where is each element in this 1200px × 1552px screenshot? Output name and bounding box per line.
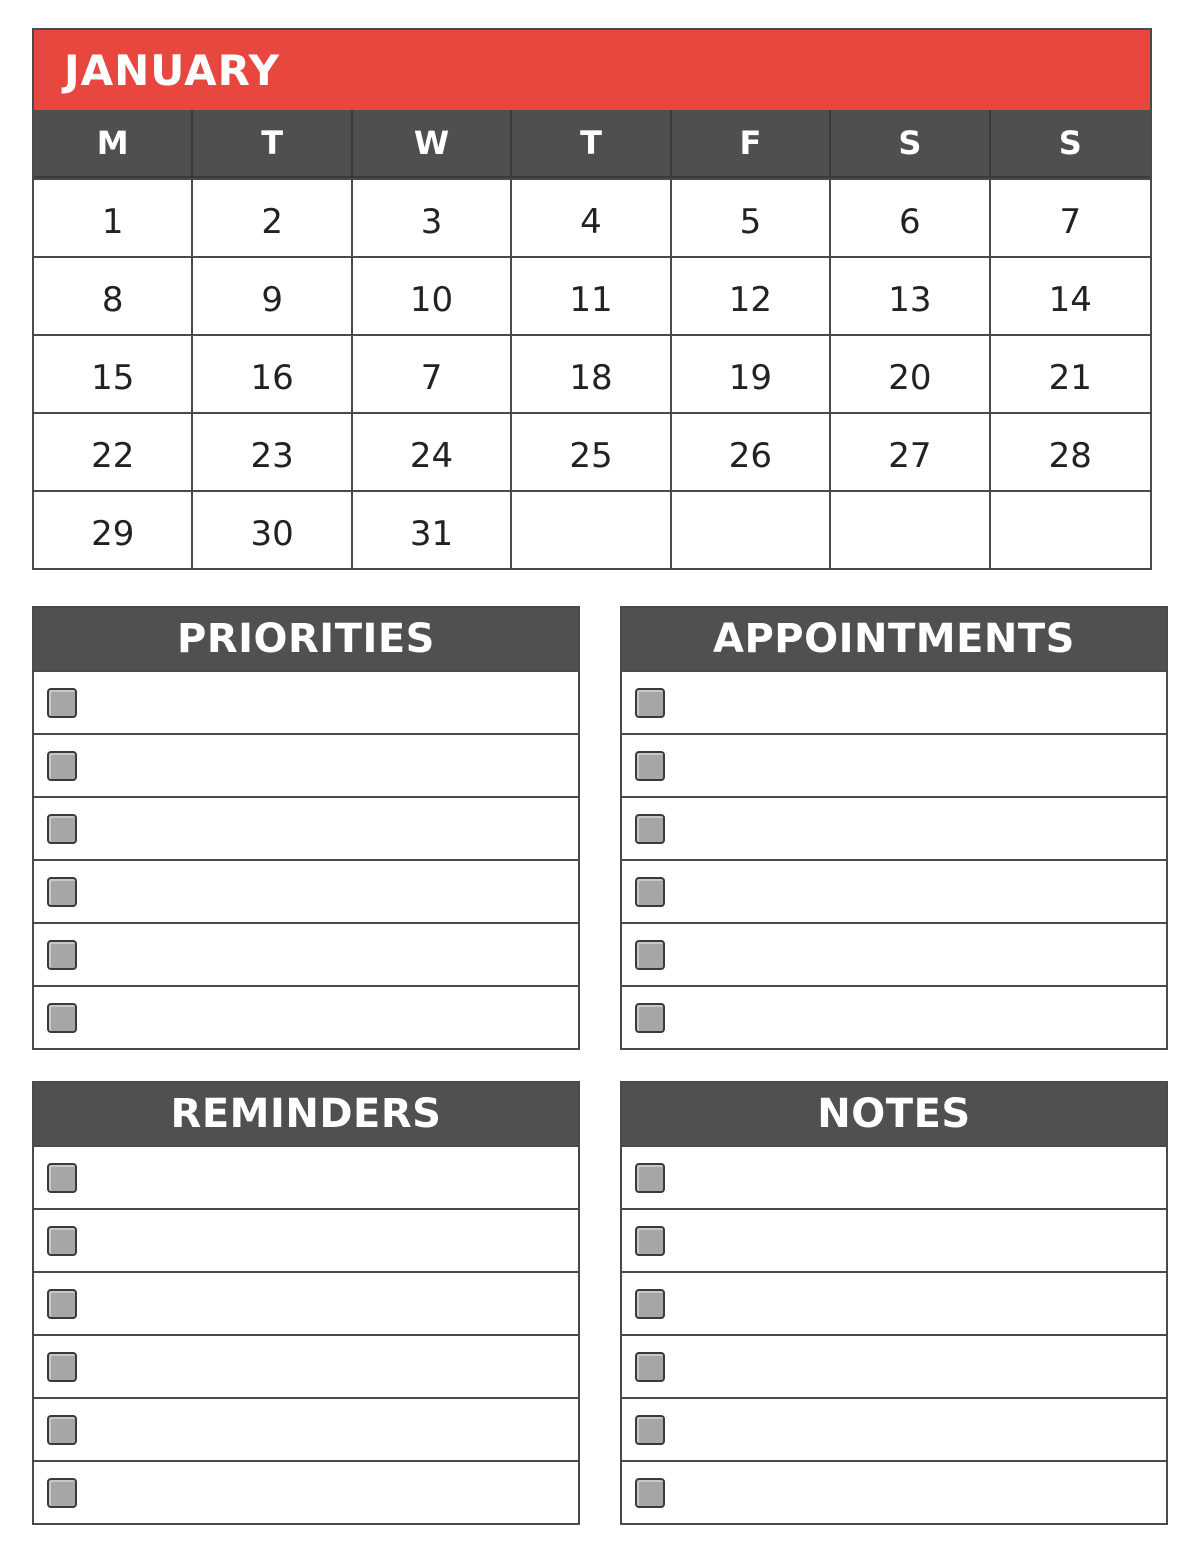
weekday-label: S bbox=[991, 110, 1150, 178]
day-cell: 19 bbox=[672, 334, 831, 412]
weekday-label: T bbox=[193, 110, 352, 178]
checkbox-icon[interactable] bbox=[635, 1003, 665, 1033]
day-cell: 4 bbox=[512, 178, 671, 256]
month-calendar bbox=[32, 28, 1152, 570]
checkbox-icon[interactable] bbox=[635, 1163, 665, 1193]
checkbox-icon[interactable] bbox=[47, 1163, 77, 1193]
notes-row[interactable] bbox=[622, 1397, 1166, 1460]
reminders-row[interactable] bbox=[34, 1145, 578, 1208]
checkbox-icon[interactable] bbox=[47, 1415, 77, 1445]
day-cell: 5 bbox=[672, 178, 831, 256]
notes-title: NOTES bbox=[622, 1083, 1166, 1145]
weekday-label: W bbox=[353, 110, 512, 178]
empty-day-cell bbox=[672, 490, 831, 568]
day-cell: 20 bbox=[831, 334, 990, 412]
checkbox-icon[interactable] bbox=[47, 877, 77, 907]
checkbox-icon[interactable] bbox=[47, 1289, 77, 1319]
reminders-row[interactable] bbox=[34, 1334, 578, 1397]
day-cell: 28 bbox=[991, 412, 1150, 490]
weekday-label: M bbox=[34, 110, 193, 178]
checkbox-icon[interactable] bbox=[635, 1352, 665, 1382]
notes-panel bbox=[620, 1081, 1168, 1525]
checkbox-icon[interactable] bbox=[635, 877, 665, 907]
appointments-row[interactable] bbox=[622, 733, 1166, 796]
priorities-row[interactable] bbox=[34, 922, 578, 985]
checkbox-icon[interactable] bbox=[635, 1415, 665, 1445]
days-grid bbox=[34, 178, 1150, 568]
empty-day-cell bbox=[512, 490, 671, 568]
day-cell: 15 bbox=[34, 334, 193, 412]
appointments-row[interactable] bbox=[622, 985, 1166, 1048]
appointments-row[interactable] bbox=[622, 859, 1166, 922]
checkbox-icon[interactable] bbox=[47, 814, 77, 844]
reminders-title: REMINDERS bbox=[34, 1083, 578, 1145]
month-header bbox=[34, 30, 1150, 110]
reminders-list bbox=[34, 1145, 578, 1523]
day-cell: 23 bbox=[193, 412, 352, 490]
notes-row[interactable] bbox=[622, 1460, 1166, 1523]
notes-row[interactable] bbox=[622, 1145, 1166, 1208]
appointments-list bbox=[622, 670, 1166, 1048]
appointments-row[interactable] bbox=[622, 670, 1166, 733]
day-cell: 2 bbox=[193, 178, 352, 256]
weekday-header-row bbox=[34, 110, 1150, 178]
appointments-row[interactable] bbox=[622, 796, 1166, 859]
day-cell: 29 bbox=[34, 490, 193, 568]
day-cell: 1 bbox=[34, 178, 193, 256]
month-title: JANUARY bbox=[64, 45, 281, 95]
notes-row[interactable] bbox=[622, 1271, 1166, 1334]
day-cell: 6 bbox=[831, 178, 990, 256]
reminders-panel bbox=[32, 1081, 580, 1525]
day-cell: 21 bbox=[991, 334, 1150, 412]
checkbox-icon[interactable] bbox=[635, 1226, 665, 1256]
reminders-row[interactable] bbox=[34, 1208, 578, 1271]
priorities-row[interactable] bbox=[34, 670, 578, 733]
appointments-panel bbox=[620, 606, 1168, 1050]
notes-list bbox=[622, 1145, 1166, 1523]
day-cell: 31 bbox=[353, 490, 512, 568]
checkbox-icon[interactable] bbox=[635, 688, 665, 718]
day-cell: 16 bbox=[193, 334, 352, 412]
appointments-title: APPOINTMENTS bbox=[622, 608, 1166, 670]
checkbox-icon[interactable] bbox=[47, 1226, 77, 1256]
empty-day-cell bbox=[991, 490, 1150, 568]
day-cell: 24 bbox=[353, 412, 512, 490]
day-cell: 27 bbox=[831, 412, 990, 490]
priorities-list bbox=[34, 670, 578, 1048]
checkbox-icon[interactable] bbox=[47, 1478, 77, 1508]
checkbox-icon[interactable] bbox=[635, 814, 665, 844]
weekday-label: F bbox=[672, 110, 831, 178]
day-cell: 25 bbox=[512, 412, 671, 490]
checkbox-icon[interactable] bbox=[635, 1289, 665, 1319]
day-cell: 11 bbox=[512, 256, 671, 334]
notes-row[interactable] bbox=[622, 1334, 1166, 1397]
empty-day-cell bbox=[831, 490, 990, 568]
weekday-label: T bbox=[512, 110, 671, 178]
reminders-row[interactable] bbox=[34, 1271, 578, 1334]
day-cell: 8 bbox=[34, 256, 193, 334]
checkbox-icon[interactable] bbox=[47, 688, 77, 718]
priorities-row[interactable] bbox=[34, 985, 578, 1048]
day-cell: 14 bbox=[991, 256, 1150, 334]
checkbox-icon[interactable] bbox=[47, 1003, 77, 1033]
day-cell: 30 bbox=[193, 490, 352, 568]
day-cell: 18 bbox=[512, 334, 671, 412]
checkbox-icon[interactable] bbox=[635, 751, 665, 781]
notes-row[interactable] bbox=[622, 1208, 1166, 1271]
day-cell: 12 bbox=[672, 256, 831, 334]
checkbox-icon[interactable] bbox=[635, 1478, 665, 1508]
day-cell: 26 bbox=[672, 412, 831, 490]
day-cell: 7 bbox=[353, 334, 512, 412]
day-cell: 13 bbox=[831, 256, 990, 334]
reminders-row[interactable] bbox=[34, 1460, 578, 1523]
day-cell: 10 bbox=[353, 256, 512, 334]
day-cell: 3 bbox=[353, 178, 512, 256]
day-cell: 7 bbox=[991, 178, 1150, 256]
day-cell: 22 bbox=[34, 412, 193, 490]
priorities-title: PRIORITIES bbox=[34, 608, 578, 670]
checkbox-icon[interactable] bbox=[47, 751, 77, 781]
weekday-label: S bbox=[831, 110, 990, 178]
appointments-row[interactable] bbox=[622, 922, 1166, 985]
priorities-row[interactable] bbox=[34, 733, 578, 796]
priorities-row[interactable] bbox=[34, 796, 578, 859]
priorities-panel bbox=[32, 606, 580, 1050]
reminders-row[interactable] bbox=[34, 1397, 578, 1460]
checkbox-icon[interactable] bbox=[47, 1352, 77, 1382]
priorities-row[interactable] bbox=[34, 859, 578, 922]
checkbox-icon[interactable] bbox=[635, 940, 665, 970]
checkbox-icon[interactable] bbox=[47, 940, 77, 970]
day-cell: 9 bbox=[193, 256, 352, 334]
